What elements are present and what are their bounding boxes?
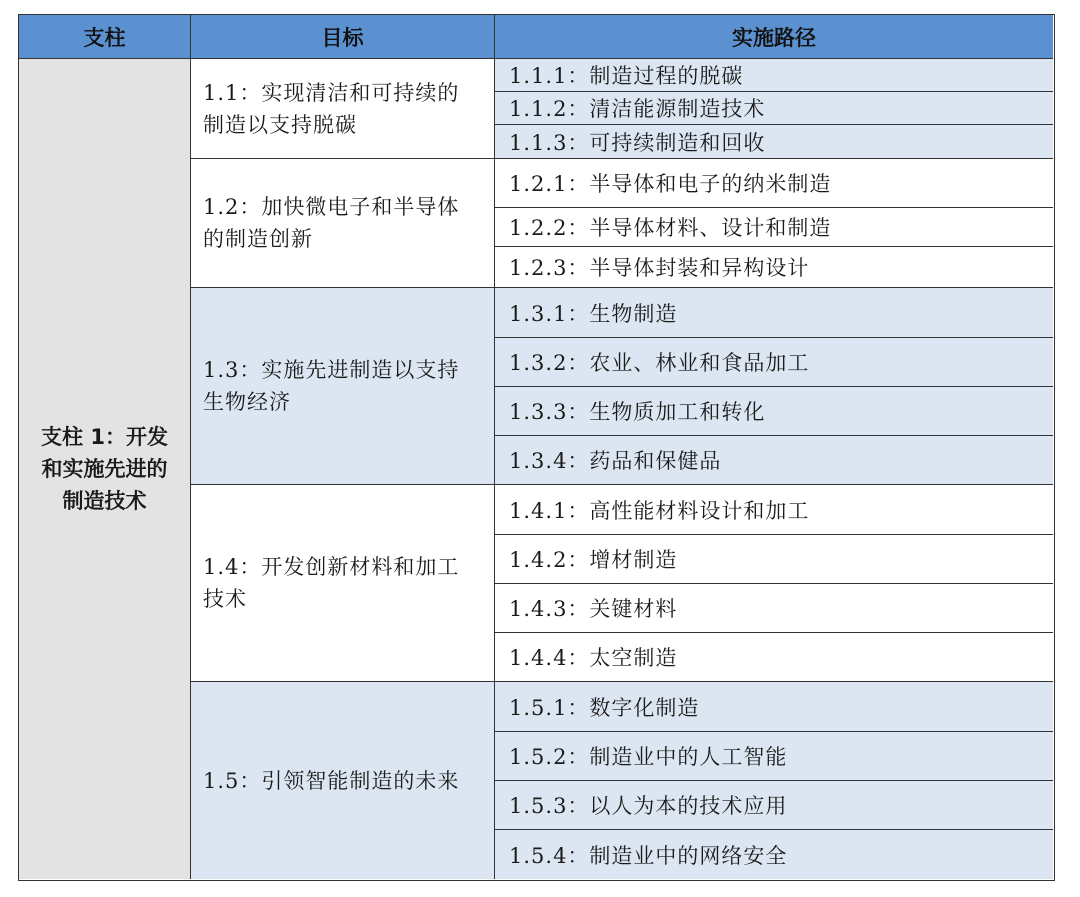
path-cell: 1.4.4：太空制造 [495,633,1053,682]
goal-cell: 1.4：开发创新材料和加工技术 [191,485,495,682]
path-cell: 1.1.1：制造过程的脱碳 [495,59,1053,92]
pillar-cell: 支柱 1：开发和实施先进的制造技术 [19,59,191,879]
pillar-goals-table [18,14,1055,881]
path-cell: 1.5.4：制造业中的网络安全 [495,830,1053,879]
path-cell: 1.5.1：数字化制造 [495,682,1053,732]
path-cell: 1.5.2：制造业中的人工智能 [495,732,1053,781]
goal-cell: 1.5：引领智能制造的未来 [191,682,495,879]
goal-cell: 1.3：实施先进制造以支持生物经济 [191,288,495,485]
path-cell: 1.2.1：半导体和电子的纳米制造 [495,159,1053,208]
path-cell: 1.2.3：半导体封装和异构设计 [495,247,1053,288]
path-cell: 1.4.3：关键材料 [495,584,1053,633]
path-cell: 1.3.4：药品和保健品 [495,436,1053,485]
path-cell: 1.1.3：可持续制造和回收 [495,125,1053,159]
path-cell: 1.3.3：生物质加工和转化 [495,387,1053,436]
path-cell: 1.3.1：生物制造 [495,288,1053,338]
path-cell: 1.4.1：高性能材料设计和加工 [495,485,1053,535]
header-pillar: 支柱 [19,15,191,59]
path-cell: 1.4.2：增材制造 [495,535,1053,584]
path-cell: 1.5.3：以人为本的技术应用 [495,781,1053,830]
path-cell: 1.3.2：农业、林业和食品加工 [495,338,1053,387]
path-cell: 1.1.2：清洁能源制造技术 [495,92,1053,125]
goal-cell: 1.2：加快微电子和半导体的制造创新 [191,159,495,288]
header-path: 实施路径 [495,15,1053,59]
header-goal: 目标 [191,15,495,59]
path-cell: 1.2.2：半导体材料、设计和制造 [495,208,1053,247]
goal-cell: 1.1：实现清洁和可持续的制造以支持脱碳 [191,59,495,159]
